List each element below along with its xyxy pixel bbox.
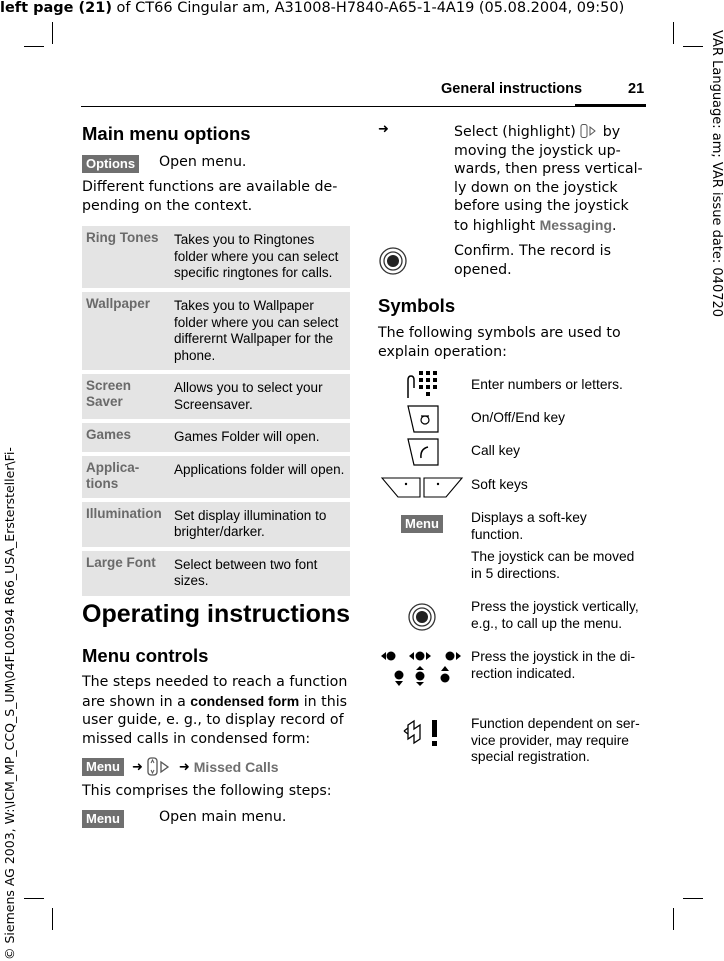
symbol-text: Call key	[471, 443, 521, 458]
para-text: by	[598, 124, 621, 140]
para-text: are shown in a	[82, 693, 191, 710]
side-note-left: © Siemens AG 2003, W:\ICM_MP_CCQ_S_UM\04FL00594 R66_USA_Erstersteller\Fi-	[2, 447, 17, 960]
symbol-text: Enter numbers or letters.	[471, 377, 623, 392]
condensed-form-term: condensed form	[190, 692, 300, 709]
table-key: Large Font	[82, 549, 170, 598]
menu-options-table	[82, 226, 350, 600]
print-header-info: of CT66 Cingular am, A31008-H7840-A65-1-4A19 (05.08.2004, 09:50)	[111, 0, 625, 16]
table-value: Select between two font sizes.	[170, 549, 350, 598]
para-line: opened.	[454, 261, 512, 278]
table-key: Ring Tones	[82, 226, 170, 290]
joystick-press-icon	[407, 602, 437, 632]
crop-mark	[52, 22, 53, 44]
print-header-page: left page (21)	[0, 0, 112, 16]
para-line: explain operation:	[378, 343, 507, 360]
para-line	[82, 692, 352, 712]
joystick-updown-icon	[147, 757, 175, 777]
arrow-icon: ➜	[131, 759, 143, 775]
table-key: Illumination	[82, 500, 170, 549]
symbol-text: Displays a soft-key function.	[471, 510, 587, 542]
symbol-text: Press the joystick in the di-rection indicated.	[471, 649, 636, 681]
para-line: wards, then press vertical-	[454, 161, 643, 177]
symbol-text: Function dependent on ser-vice provider, may require special registration.	[471, 716, 640, 764]
open-main-menu-text: Open main menu.	[159, 809, 287, 825]
table-row	[82, 549, 350, 598]
options-badge: Options	[82, 155, 139, 173]
symbols-intro	[378, 324, 621, 361]
table-value: Takes you to Ringtones folder where you can select specific ringtones for calls.	[170, 226, 350, 290]
arrow-icon: ➜	[378, 122, 389, 137]
crop-mark	[673, 908, 674, 930]
soft-keys-icon	[380, 475, 464, 499]
para-line: before using the joystick	[454, 198, 629, 214]
table-key: Screen Saver	[82, 372, 170, 421]
comprises-text: This comprises the following steps:	[82, 783, 332, 799]
joystick-updown-icon	[580, 124, 598, 138]
operating-heading: Operating instructions	[82, 600, 351, 628]
joystick-directions-icon	[380, 648, 464, 690]
messaging-label: Messaging	[539, 216, 612, 233]
table-key: Applica- tions	[82, 454, 170, 500]
symbol-text: On/Off/End key	[471, 410, 566, 425]
confirm-text	[454, 242, 611, 279]
page-number: 21	[628, 81, 645, 97]
table-value: Allows you to select your Screensaver.	[170, 372, 350, 421]
crop-mark	[683, 898, 703, 899]
para-line: ly down on the joystick	[454, 179, 618, 196]
symbol-text: Press the joystick vertically, e.g., to call up the menu.	[471, 599, 639, 631]
table-row	[82, 454, 350, 500]
arrow-icon: ➜	[178, 759, 190, 775]
para-text: to highlight	[454, 217, 540, 234]
print-header	[0, 0, 624, 16]
crop-mark	[24, 46, 44, 47]
condensed-example	[82, 757, 279, 777]
crop-mark	[683, 46, 703, 47]
crop-mark	[52, 908, 53, 930]
menu-controls-heading: Menu controls	[82, 645, 209, 666]
table-value: Takes you to Wallpaper folder where you can select differernt Wallpaper for the phone.	[170, 290, 350, 372]
section-title: General instructions	[441, 81, 583, 97]
table-value: Games Folder will open.	[170, 421, 350, 454]
menu-badge: Menu	[401, 515, 443, 533]
table-row	[82, 500, 350, 549]
menu-badge-symbol	[401, 513, 443, 533]
context-text	[82, 178, 352, 215]
table-row	[82, 421, 350, 454]
para-text: in this	[299, 693, 348, 710]
condensed-form-paragraph	[82, 673, 352, 748]
para-line: The steps needed to reach a function	[82, 674, 348, 690]
table-row	[82, 226, 350, 290]
menu-badge: Menu	[82, 758, 124, 776]
options-text: Open menu.	[159, 154, 247, 170]
provider-function-icon	[400, 717, 444, 749]
joystick-press-icon	[378, 246, 408, 276]
header-rule	[81, 106, 575, 107]
side-note-right: VAR Language: am; VAR issue date: 040720	[709, 30, 724, 318]
para-text: Select (highlight)	[454, 124, 581, 140]
para-line	[454, 216, 654, 236]
table-key: Wallpaper	[82, 290, 170, 372]
symbols-heading: Symbols	[378, 295, 456, 316]
symbol-text: Soft keys	[471, 477, 528, 492]
para-line: The following symbols are used to	[378, 325, 621, 341]
missed-calls-label: Missed Calls	[193, 759, 279, 775]
table-value: Set display illumination to brighter/darker.	[170, 500, 350, 549]
header-rule-thick	[575, 104, 646, 107]
para-line: moving the joystick up-	[454, 142, 621, 159]
table-key: Games	[82, 421, 170, 454]
table-value: Applications folder will open.	[170, 454, 350, 500]
menu-badge: Menu	[82, 810, 124, 828]
crop-mark	[673, 22, 674, 44]
crop-mark	[24, 898, 44, 899]
context-line: Different functions are available de-	[82, 179, 338, 195]
para-text: .	[612, 217, 617, 234]
options-badge-row	[82, 153, 139, 173]
para-line: user guide, e. g., to display record of	[82, 712, 344, 728]
symbol-text: The joystick can be moved in 5 directions.	[471, 549, 635, 581]
table-row	[82, 372, 350, 421]
para-line: Confirm. The record is	[454, 243, 611, 259]
table-row	[82, 290, 350, 372]
para-line: missed calls in condensed form:	[82, 730, 311, 747]
call-key-icon	[406, 437, 440, 467]
end-key-icon	[406, 404, 440, 434]
keypad-icon	[404, 368, 440, 402]
select-paragraph	[454, 123, 654, 235]
para-line	[454, 123, 654, 142]
menu-badge-row	[82, 808, 124, 828]
context-line: pending on the context.	[82, 197, 253, 214]
main-menu-heading: Main menu options	[82, 123, 251, 144]
